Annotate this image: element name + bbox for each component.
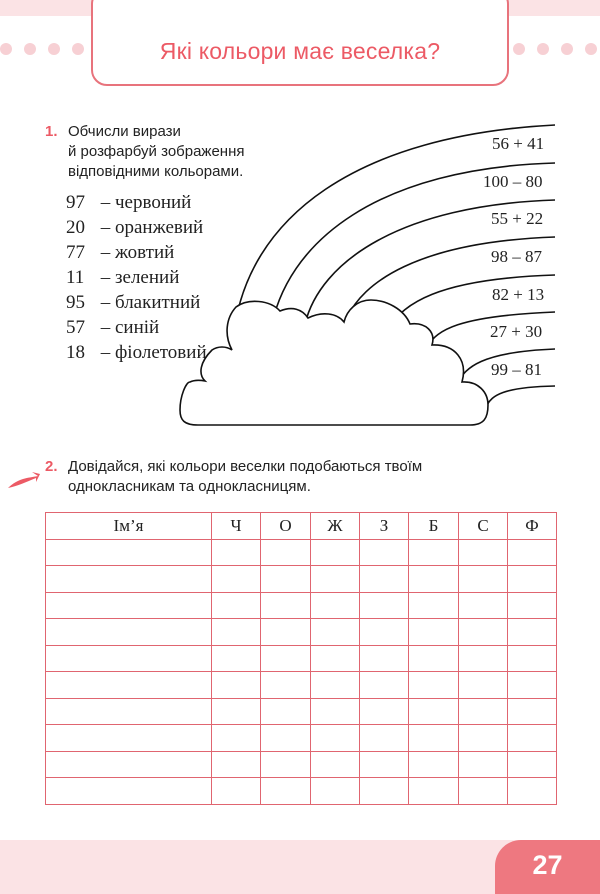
color-cell[interactable] [212,672,261,699]
task-2-line: Довідайся, які кольори веселки подобаються твоїм [68,458,423,475]
name-cell[interactable] [46,645,212,672]
task-1-line: Обчисли вирази [68,123,181,140]
color-cell[interactable] [409,539,459,566]
name-cell[interactable] [46,672,212,699]
legend-number: 11 [66,267,85,288]
color-cell[interactable] [261,645,311,672]
column-header: О [261,513,311,540]
color-cell[interactable] [261,592,311,619]
task-1-line: й розфарбуй зображення [68,143,245,160]
color-cell[interactable] [212,592,261,619]
pointer-arrow-icon [6,470,42,494]
color-cell[interactable] [409,751,459,778]
column-header: Ч [212,513,261,540]
task-1-line: відповідними кольорами. [68,163,244,180]
color-cell[interactable] [261,539,311,566]
color-cell[interactable] [311,751,360,778]
color-cell[interactable] [360,619,409,646]
expression-label: 55 + 22 [491,209,544,228]
page-number: 27 [532,850,563,880]
expression-label: 82 + 13 [492,285,545,304]
color-cell[interactable] [311,672,360,699]
table-row [46,566,557,593]
column-header: С [459,513,508,540]
survey-table [45,512,557,805]
name-cell[interactable] [46,698,212,725]
table-row [46,539,557,566]
color-cell[interactable] [212,539,261,566]
expression-label: 27 + 30 [490,322,543,341]
color-cell[interactable] [360,725,409,752]
table-row [46,778,557,805]
color-cell[interactable] [409,592,459,619]
task-2-number: 2. [45,458,58,475]
column-header: Ж [311,513,360,540]
name-cell[interactable] [46,725,212,752]
color-cell[interactable] [212,778,261,805]
color-cell[interactable] [508,672,557,699]
color-cell[interactable] [360,672,409,699]
color-cell[interactable] [360,698,409,725]
task-2-instructions [68,457,422,497]
color-cell[interactable] [508,619,557,646]
column-header: З [360,513,409,540]
name-cell[interactable] [46,751,212,778]
color-cell[interactable] [459,672,508,699]
color-cell[interactable] [508,778,557,805]
color-cell[interactable] [311,592,360,619]
legend-color: – синій [100,317,160,338]
table-row [46,619,557,646]
color-cell[interactable] [508,539,557,566]
column-header-name: Ім’я [46,513,212,540]
color-cell[interactable] [459,645,508,672]
color-cell[interactable] [459,751,508,778]
legend-color: – оранжевий [100,217,204,238]
color-cell[interactable] [212,725,261,752]
table-header-row [46,513,557,540]
table-row [46,645,557,672]
expression-label: 98 – 87 [491,247,542,266]
cloud-shape[interactable] [180,300,488,425]
color-cell[interactable] [261,725,311,752]
color-cell[interactable] [360,539,409,566]
name-cell[interactable] [46,539,212,566]
color-cell[interactable] [261,619,311,646]
task-2-line: однокласникам та однокласницям. [68,478,311,495]
color-cell[interactable] [261,778,311,805]
color-cell[interactable] [508,645,557,672]
name-cell[interactable] [46,592,212,619]
color-cell[interactable] [360,566,409,593]
color-cell[interactable] [409,619,459,646]
legend-color: – жовтий [100,242,175,263]
task-1-number: 1. [45,123,58,140]
legend-number: 57 [66,317,85,338]
color-cell[interactable] [261,672,311,699]
legend-number: 77 [66,242,85,263]
legend-color: – зелений [100,267,180,288]
rainbow-arc-8[interactable] [487,386,555,405]
color-cell[interactable] [409,566,459,593]
color-cell[interactable] [508,592,557,619]
name-cell[interactable] [46,619,212,646]
color-cell[interactable] [212,698,261,725]
table-row [46,698,557,725]
expression-label: 56 + 41 [492,134,545,153]
color-cell[interactable] [311,539,360,566]
color-cell[interactable] [409,672,459,699]
legend-number: 18 [66,342,85,363]
color-cell[interactable] [459,566,508,593]
table-row [46,672,557,699]
column-header: Б [409,513,459,540]
legend-number: 95 [66,292,85,313]
expression-label: 99 – 81 [491,360,542,379]
legend-number: 20 [66,217,85,238]
page-title: Які кольори має веселка? [159,38,441,64]
column-header: Ф [508,513,557,540]
color-cell[interactable] [360,645,409,672]
color-cell[interactable] [459,778,508,805]
table-row [46,751,557,778]
color-cell[interactable] [212,645,261,672]
page-number-tab [495,840,600,894]
color-cell[interactable] [508,751,557,778]
legend-number: 97 [66,192,85,213]
color-cell[interactable] [459,619,508,646]
color-cell[interactable] [409,725,459,752]
legend-color: – фіолетовий [100,342,207,363]
color-cell[interactable] [212,751,261,778]
color-cell[interactable] [459,698,508,725]
color-cell[interactable] [409,645,459,672]
color-cell[interactable] [508,698,557,725]
color-cell[interactable] [508,566,557,593]
expression-label: 100 – 80 [483,172,543,191]
legend-color: – червоний [100,192,192,213]
color-cell[interactable] [459,539,508,566]
color-cell[interactable] [261,698,311,725]
table-body [46,539,557,804]
color-cell[interactable] [212,566,261,593]
legend-color: – блакитний [100,292,201,313]
color-cell[interactable] [311,778,360,805]
color-cell[interactable] [311,725,360,752]
color-cell[interactable] [311,619,360,646]
color-cell[interactable] [360,751,409,778]
color-cell[interactable] [508,725,557,752]
color-cell[interactable] [409,698,459,725]
name-cell[interactable] [46,778,212,805]
color-cell[interactable] [360,778,409,805]
color-cell[interactable] [311,645,360,672]
color-cell[interactable] [311,566,360,593]
name-cell[interactable] [46,566,212,593]
color-cell[interactable] [409,778,459,805]
color-cell[interactable] [261,751,311,778]
color-cell[interactable] [311,698,360,725]
table-row [46,725,557,752]
table-row [46,592,557,619]
color-cell[interactable] [212,619,261,646]
color-cell[interactable] [459,725,508,752]
color-cell[interactable] [360,592,409,619]
color-cell[interactable] [459,592,508,619]
color-cell[interactable] [261,566,311,593]
